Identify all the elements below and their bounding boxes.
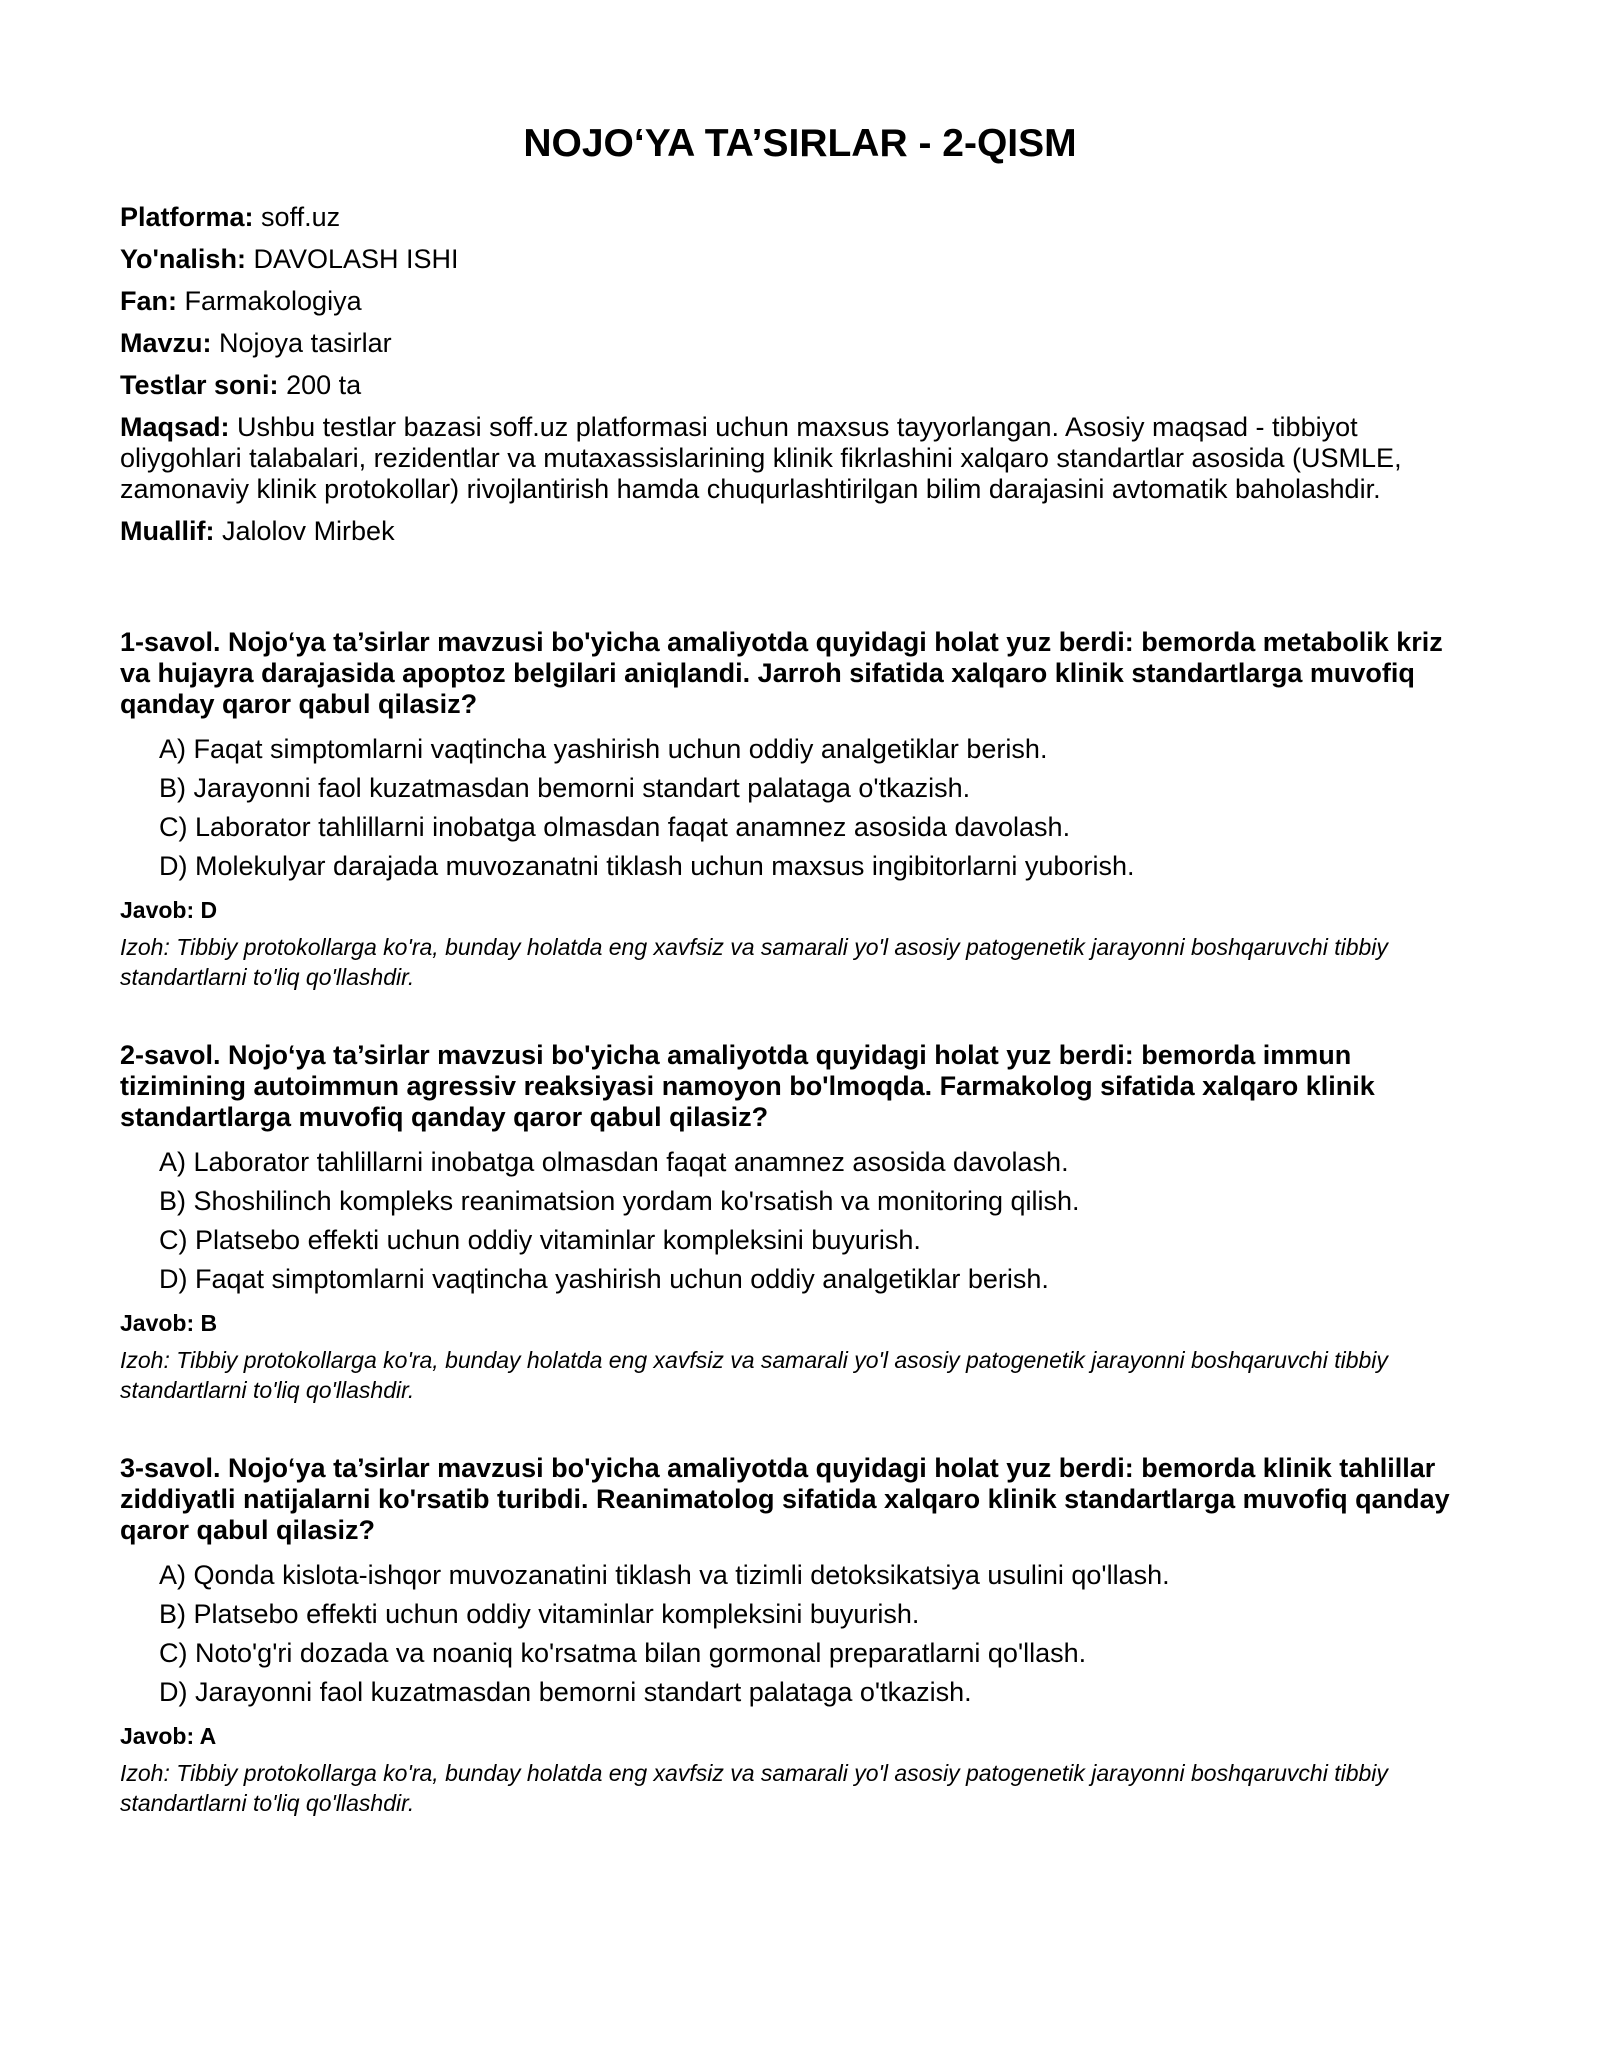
- meta-platform: [120, 202, 1480, 233]
- meta-value: Jalolov Mirbek: [222, 516, 395, 546]
- meta-label: Testlar soni:: [120, 370, 279, 400]
- question-text: 1-savol. Nojo‘ya ta’sirlar mavzusi bo'yicha amaliyotda quyidagi holat yuz berdi: bemorda metabolik kriz va hujayra darajasida apoptoz belgilari aniqlandi. Jarroh sifatida xalqaro klinik standartlarga muvofiq qanday qaror qabul qilasiz?: [120, 627, 1443, 719]
- meta-value: Farmakologiya: [184, 286, 362, 316]
- option-d: D) Jarayonni faol kuzatmasdan bemorni standart palataga o'tkazish.: [159, 1677, 972, 1707]
- meta-label: Muallif:: [120, 516, 215, 546]
- meta-topic: [120, 328, 1480, 359]
- meta-test-count: [120, 370, 1480, 401]
- meta-value: Nojoya tasirlar: [219, 328, 392, 358]
- option-d: D) Faqat simptomlarni vaqtincha yashirish uchun oddiy analgetiklar berish.: [159, 1264, 1049, 1294]
- option-b: B) Platsebo effekti uchun oddiy vitaminlar kompleksini buyurish.: [159, 1599, 920, 1629]
- answer-key: Javob: A: [120, 1723, 217, 1749]
- question-text: 3-savol. Nojo‘ya ta’sirlar mavzusi bo'yicha amaliyotda quyidagi holat yuz berdi: bemorda klinik tahlillar ziddiyatli natijalarni ko'rsatib turibdi. Reanimatolog sifatida xalqaro klinik standartlarga muvofiq qanday qaror qabul qilasiz?: [120, 1453, 1450, 1545]
- meta-value: 200 ta: [286, 370, 362, 400]
- meta-author: [120, 516, 1480, 547]
- option-b: B) Jarayonni faol kuzatmasdan bemorni standart palataga o'tkazish.: [159, 773, 971, 803]
- answer-key: Javob: B: [120, 1310, 218, 1336]
- option-a: A) Faqat simptomlarni vaqtincha yashirish uchun oddiy analgetiklar berish.: [159, 734, 1048, 764]
- option-c: C) Noto'g'ri dozada va noaniq ko'rsatma bilan gormonal preparatlarni qo'llash.: [159, 1638, 1087, 1668]
- answer-explanation: Izoh: Tibbiy protokollarga ko'ra, bunday holatda eng xavfsiz va samarali yo'l asosiy patogenetik jarayonni boshqaruvchi tibbiy standartlarni to'liq qo'llashdir.: [120, 1347, 1388, 1403]
- answer-options: [120, 1147, 1480, 1295]
- option-a: A) Qonda kislota-ishqor muvozanatini tiklash va tizimli detoksikatsiya usulini qo'llash.: [159, 1560, 1170, 1590]
- meta-value: Ushbu testlar bazasi soff.uz platformasi uchun maxsus tayyorlangan. Asosiy maqsad - tibbiyot oliygohlari talabalari, rezidentlar va mutaxassislarining klinik fikrlashini xalqaro standartlar asosida (USMLE, zamonaviy klinik protokollar) rivojlantirish hamda chuqurlashtirilgan bilim darajasini avtomatik baholashdir.: [120, 412, 1402, 504]
- option-c: C) Platsebo effekti uchun oddiy vitaminlar kompleksini buyurish.: [159, 1225, 921, 1255]
- document-metadata: [120, 202, 1480, 547]
- question-list: [120, 627, 1480, 1818]
- answer-options: [120, 734, 1480, 882]
- answer-key: Javob: D: [120, 897, 218, 923]
- option-d: D) Molekulyar darajada muvozanatni tiklash uchun maxsus ingibitorlarni yuborish.: [159, 851, 1135, 881]
- meta-value: soff.uz: [261, 202, 341, 232]
- meta-purpose: [120, 412, 1480, 505]
- question-text: 2-savol. Nojo‘ya ta’sirlar mavzusi bo'yicha amaliyotda quyidagi holat yuz berdi: bemorda immun tizimining autoimmun agressiv reaksiyasi namoyon bo'lmoqda. Farmakolog sifatida xalqaro klinik standartlarga muvofiq qanday qaror qabul qilasiz?: [120, 1040, 1375, 1132]
- meta-label: Maqsad:: [120, 412, 230, 442]
- answer-explanation: Izoh: Tibbiy protokollarga ko'ra, bunday holatda eng xavfsiz va samarali yo'l asosiy patogenetik jarayonni boshqaruvchi tibbiy standartlarni to'liq qo'llashdir.: [120, 1760, 1388, 1816]
- meta-label: Fan:: [120, 286, 177, 316]
- document-title: NOJO‘YA TA’SIRLAR - 2-QISM: [523, 122, 1077, 165]
- question-item: [120, 1453, 1480, 1818]
- question-item: [120, 627, 1480, 992]
- meta-label: Yo'nalish:: [120, 244, 246, 274]
- answer-options: [120, 1560, 1480, 1708]
- option-c: C) Laborator tahlillarni inobatga olmasdan faqat anamnez asosida davolash.: [159, 812, 1071, 842]
- meta-label: Platforma:: [120, 202, 254, 232]
- meta-direction: [120, 244, 1480, 275]
- answer-explanation: Izoh: Tibbiy protokollarga ko'ra, bunday holatda eng xavfsiz va samarali yo'l asosiy patogenetik jarayonni boshqaruvchi tibbiy standartlarni to'liq qo'llashdir.: [120, 934, 1388, 990]
- meta-subject: [120, 286, 1480, 317]
- meta-label: Mavzu:: [120, 328, 212, 358]
- meta-value: DAVOLASH ISHI: [253, 244, 459, 274]
- option-a: A) Laborator tahlillarni inobatga olmasdan faqat anamnez asosida davolash.: [159, 1147, 1069, 1177]
- option-b: B) Shoshilinch kompleks reanimatsion yordam ko'rsatish va monitoring qilish.: [159, 1186, 1080, 1216]
- question-item: [120, 1040, 1480, 1405]
